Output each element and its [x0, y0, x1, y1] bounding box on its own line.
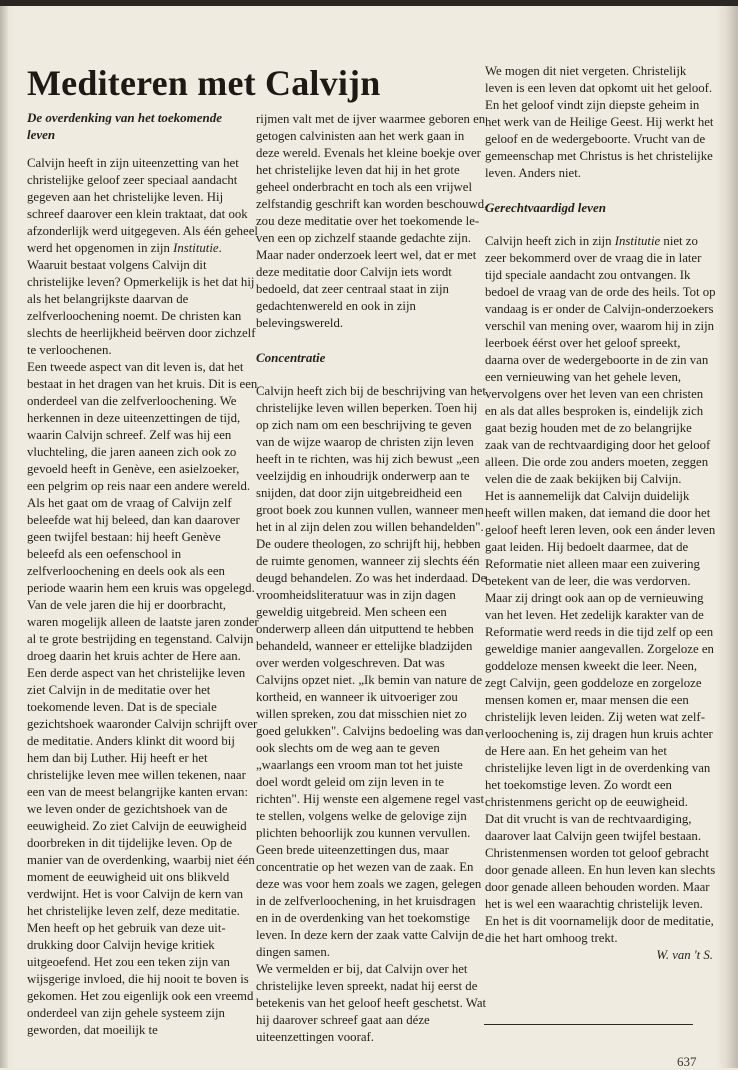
article-subtitle: De overdenking van het toekomende leven — [27, 110, 222, 142]
paragraph: Geen brede uiteenzettingen dus, maar concentratie op het wezen van de zaak. En deze was voor hem zoals we zagen, gelegen in de zelfverloochening, in het kruisdragen en in de overdenking van het toekomstige leven. In deze kern der zaak vatte Calvijn de dingen samen. — [256, 843, 484, 959]
column-2 — [256, 111, 488, 1046]
paragraph: Een tweede aspect van dit leven is, dat het bestaat in het dragen van het kruis. Dit is een onderdeel van die zelfverloochening. We herkennen in deze uiteenzettingen de tijd, waarin Calvijn schreef. Zelf was hij een vluchteling, die jaren aaneen zich ook zo gevoeld heeft in Genève, een asielzoeker, een pelgrim op reis naar een andere wereld. — [27, 360, 258, 493]
column-3 — [485, 63, 717, 964]
institutie-title: Institutie — [173, 241, 219, 255]
top-edge — [0, 0, 738, 6]
paragraph: Als het gaat om de vraag of Calvijn zelf beleefde wat hij beleed, dan kan daarover geen twijfel bestaan: hij heeft Genève beleefd als een oefenschool in zelfverloochening en deels ook als een periode waarin hem een kruis was opgelegd. Van de vele jaren die hij er doorbracht, waren mogelijk alleen de laatste jaren zonder al te grote bestrijding en tegenstand. Calvijn droeg daarin het kruis achter de Here aan. — [27, 496, 259, 663]
paragraph: Waaruit bestaat volgens Calvijn dit christelijke leven? Opmerkelijk is het dat hij als het belangrijkste daarvan de zelfverloochening noemt. De christen kan slechts de heerlijkheid beërven door zichzelf te verloochenen. — [27, 258, 256, 357]
paragraph: Calvijn heeft in zijn uiteenzetting van het christelijke geloof zeer speciaal aandacht gegeven aan het christelijke leven. Hij schreef daarover een klein traktaat, dat ook afzonderlijk werd uitgegeven. Als één geheel werd het opgenomen in zijn Institutie. — [27, 156, 258, 255]
paragraph: We vermelden er bij, dat Calvijn over het christelijke leven spreekt, nadat hij eerst de betekenis van het geloof heeft geschetst. Wat hij daarover schreef gaat aan déze uiteenzettingen vooraf. — [256, 962, 487, 1044]
article-title: Mediteren met Calvijn — [27, 63, 381, 103]
column-1 — [27, 155, 259, 1039]
section-heading-concentratie: Concentratie — [256, 350, 326, 365]
author-signature: W. van 't S. — [656, 948, 713, 962]
paragraph: We mogen dit niet vergeten. Christelijk leven is een leven dat opkomt uit het geloof. En het geloof vindt zijn diepste geheim in het werk van de Heilige Geest. Hij werkt het geloof en de wedergeboorte. Vrucht van de gemeenschap met Christus is het christelijke leven. Anders niet. — [485, 64, 714, 180]
end-rule — [484, 1024, 693, 1025]
paragraph: Het is aannemelijk dat Calvijn duidelijk heeft willen maken, dat iemand die door het geloof heeft leren leven, ook een ánder leven gaat leiden. Hij bedoelt daarmee, dat de Reformatie niet alleen maar een zuivering betekent van de leer, die was verdorven. Maar zij dringt ook aan op de vernieuwing van het leven. Het zedelijk karakter van de Reformatie werd reeds in die tijd zelf op een geweldige manier aangevallen. Zorgeloze en goddeloze mensen kweekt die leer. Neen, zegt Calvijn, geen goddeloze en zorgeloze mensen komen er, maar mensen die een christelijk leven leiden. Zij weten wat zelfverloochening is, zij dragen hun kruis achter de Here aan. En het geheim van het christelijke leven ligt in de overdenking van het toekomstige leven. Zo wordt een christenmens gericht op de eeuwigheid. — [485, 489, 716, 809]
paragraph: Dat dit vrucht is van de rechtvaardiging, daarover laat Calvijn geen twijfel bestaan. Christenmensen worden tot geloof gebracht door genade alleen. En hun leven kan slechts door genade alleen behouden worden. Maar het is wel een waarachtig christelijk leven. En het is dit voornamelijk door de meditatie, die het hart omhoog trekt. — [485, 812, 716, 945]
paragraph: Calvijn heeft zich in zijn Institutie niet zo zeer bekommerd over de vraag die in later tijd speciale aandacht zou ontvangen. Ik bedoel de vraag van de orde des heils. Tot op vandaag is er onder de Calvijn-onderzoekers verschil van mening over, waarom hij in zijn leerboek éérst over het geloof spreekt, daarna over de wedergeboorte in de zin van een vernieuwing van het gehele leven, vervolgens over het leven van een christen en als dat alles besproken is, eindelijk zich gaat bezig houden met de zo belangrijke zaak van de rechtvaardiging door het geloof alleen. Die orde zou anders moeten, zeggen velen die de zaak bekijken bij Calvijn. — [485, 234, 716, 486]
section-heading-gerechtvaardigd: Gerechtvaardigd leven — [485, 200, 606, 215]
paragraph: Men heeft op het gebruik van deze uitdrukking door Calvijn hevige kritiek uitgeoefend. Het zou een teken zijn van wijsgerige invloed, die hij nooit te boven is gekomen. Het zou eigenlijk ook een vreemd onderdeel van zijn gehele systeem zijn geworden, dat moeilijk te — [27, 921, 254, 1037]
page-number: 637 — [677, 1054, 697, 1069]
paragraph: Calvijn heeft zich bij de beschrijving van het christelijke leven willen beperken. Toen hij op zich nam om een beschrijving te geven van de wijze waarop de christen zijn leven heeft in te richten, was hij zich bewust „een veelzijdig en inhoudrijk onderwerp aan te snijden, dat door zijn uitgebreidheid een groot boek zou kunnen vullen, wanneer men het in al zijn delen zou willen behandelden". De oudere theologen, zo schrijft hij, hebben de ruimte genomen, wanneer zij slechts één deugd behandelen. Zo was het inderdaad. De vroomheidsliteratuur was in zijn dagen geweldig uitgebreid. Men scheen een onderwerp alleen dán uitputtend te hebben behandeld, wanneer er ettelijke bladzijden over werden volgeschreven. Dat was Calvijns opzet niet. „Ik bemin van nature de kortheid, en wanneer ik uitvoeriger zou willen spreken, zou dat misschien niet zo goed gelukken". Calvijns bedoeling was dan ook slechts om de weg aan te geven „waarlangs een vroom man tot het juiste doel wordt geleid om zijn leven in te richten". Hij wenste een algemene regel vast te stellen, volgens welke de gelovige zijn plichten behoorlijk zou kunnen vervullen. — [256, 384, 487, 840]
institutie-title: Institutie — [614, 234, 661, 248]
binding-edge — [0, 0, 8, 1068]
paragraph: rijmen valt met de ijver waarmee geboren en getogen calvinisten aan het werk gaan in deze wereld. Evenals het kleine boekje over het christelijke leven dat hij in het grote geheel onderbracht en toch als een vrijwel zelfstandig geschrift kan worden beschouwd, zou deze meditatie over het toekomende leven een op zichzelf staande gedachte zijn. Maar nader onderzoek leert wel, dat er met deze meditatie door Calvijn iets wordt bedoeld, dat zeer centraal staat in zijn gedachtenwereld en ook in zijn belevingswereld. — [256, 112, 488, 330]
paragraph: Een derde aspect van het christelijke leven ziet Calvijn in de meditatie over het toekomende leven. Dat is de speciale gezichtshoek waaronder Calvijn schrijft over de meditatie. Anders klinkt dit woord bij hem dan bij Luther. Hij heeft er het christelijke leven mee willen tekenen, naar een van de meest belangrijke kanten ervan: we leven onder de gezichtshoek van de eeuwigheid. Zo ziet Calvijn de eeuwigheid doorbreken in dit tijdelijke leven. Op de manier van de overdenking, waarbij niet één moment de eeuwigheid uit ons blikveld verdwijnt. Het is voor Calvijn de kern van het christelijke leven zelf, deze meditatie. — [27, 666, 258, 918]
